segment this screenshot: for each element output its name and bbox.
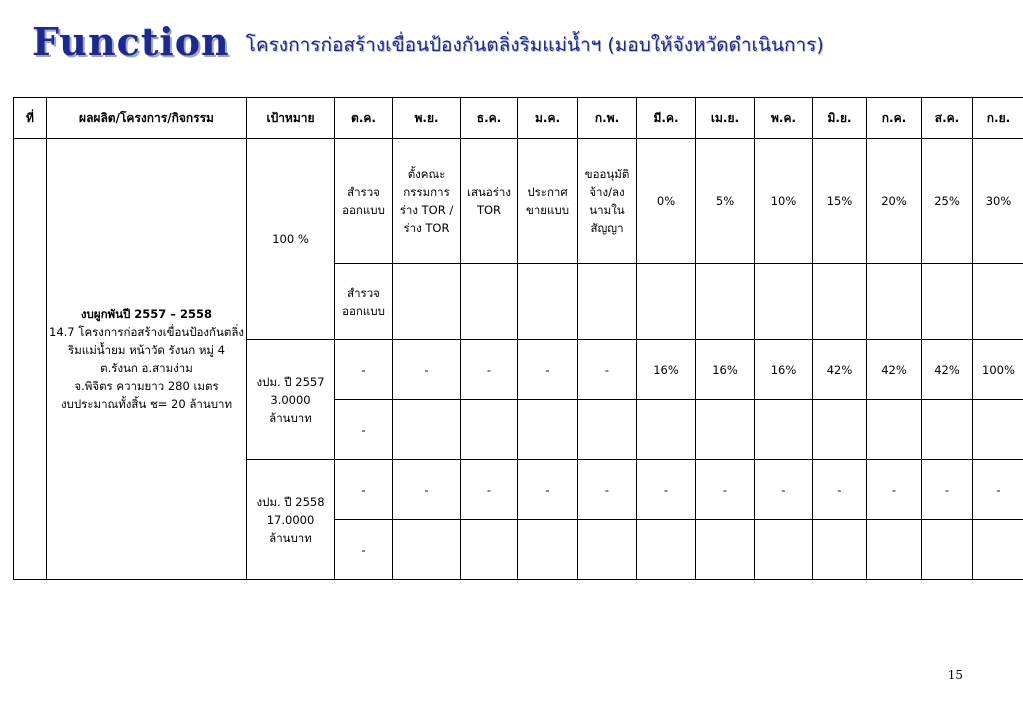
actual-cell xyxy=(867,520,922,580)
page-number: 15 xyxy=(947,668,963,682)
actual-cell xyxy=(922,264,973,340)
actual-cell xyxy=(518,520,578,580)
header-row xyxy=(14,98,1023,139)
plan-cell: - xyxy=(518,460,578,520)
actual-cell xyxy=(973,264,1023,340)
plan-cell: 20% xyxy=(867,139,922,264)
header-cell: ส.ค. xyxy=(922,98,973,139)
table-row xyxy=(14,139,1023,264)
project-line: 14.7 โครงการก่อสร้างเขื่อนป้องกันตลิ่งริมแม่น้ำยม หน้าวัด รังนก หมู่ 4 ต.รังนก อ.สามง่าม xyxy=(49,325,244,375)
actual-cell xyxy=(461,400,518,460)
actual-cell xyxy=(637,400,696,460)
actual-cell: สำรวจออกแบบ xyxy=(335,264,393,340)
plan-cell: 42% xyxy=(867,340,922,400)
header-cell: ที่ xyxy=(14,98,47,139)
plan-cell: - xyxy=(393,340,461,400)
plan-cell: 0% xyxy=(637,139,696,264)
plan-cell: - xyxy=(393,460,461,520)
plan-cell: 100% xyxy=(973,340,1023,400)
header-cell: มิ.ย. xyxy=(813,98,867,139)
plan-cell: 30% xyxy=(973,139,1023,264)
actual-cell xyxy=(755,264,813,340)
header-cell: เม.ย. xyxy=(696,98,755,139)
plan-cell: เสนอร่าง TOR xyxy=(461,139,518,264)
row-number-cell xyxy=(14,139,47,580)
plan-cell: - xyxy=(335,340,393,400)
actual-cell xyxy=(696,264,755,340)
header-cell: ก.ค. xyxy=(867,98,922,139)
header-cell: ต.ค. xyxy=(335,98,393,139)
header-cell: ก.ย. xyxy=(973,98,1023,139)
plan-cell: - xyxy=(696,460,755,520)
budget-2557-cell xyxy=(247,340,335,460)
header-cell: ธ.ค. xyxy=(461,98,518,139)
plan-cell: ตั้งคณะกรรมการร่าง TOR /ร่าง TOR xyxy=(393,139,461,264)
actual-cell xyxy=(578,520,637,580)
plan-cell: - xyxy=(755,460,813,520)
actual-cell xyxy=(867,264,922,340)
actual-cell xyxy=(867,400,922,460)
project-schedule-table xyxy=(13,97,1023,580)
header-cell: ผลผลิต/โครงการ/กิจกรรม xyxy=(47,98,247,139)
plan-cell: - xyxy=(922,460,973,520)
project-line: งบประมาณทั้งสิ้น ช= 20 ล้านบาท xyxy=(60,397,233,411)
actual-cell xyxy=(813,520,867,580)
actual-cell xyxy=(696,400,755,460)
actual-cell: - xyxy=(335,520,393,580)
actual-cell xyxy=(461,264,518,340)
actual-cell xyxy=(393,520,461,580)
actual-cell xyxy=(813,400,867,460)
header-cell: มี.ค. xyxy=(637,98,696,139)
header-cell: ม.ค. xyxy=(518,98,578,139)
actual-cell xyxy=(637,264,696,340)
actual-cell xyxy=(973,520,1023,580)
actual-cell xyxy=(755,400,813,460)
plan-cell: 5% xyxy=(696,139,755,264)
actual-cell xyxy=(461,520,518,580)
budget-unit: ล้านบาท xyxy=(269,410,312,425)
budget-label: งปม. ปี 2558 xyxy=(256,494,325,509)
budget-amount: 3.0000 xyxy=(270,392,311,407)
actual-cell: - xyxy=(335,400,393,460)
plan-cell: 16% xyxy=(637,340,696,400)
title-subtitle: โครงการก่อสร้างเขื่อนป้องกันตลิ่งริมแม่น้ำฯ (มอบให้จังหวัดดำเนินการ) xyxy=(245,34,824,56)
actual-cell xyxy=(755,520,813,580)
plan-cell: - xyxy=(813,460,867,520)
plan-cell: - xyxy=(335,460,393,520)
plan-cell: ขออนุมัติจ้าง/ลงนามในสัญญา xyxy=(578,139,637,264)
plan-cell: 16% xyxy=(696,340,755,400)
plan-cell: สำรวจออกแบบ xyxy=(335,139,393,264)
actual-cell xyxy=(518,400,578,460)
actual-cell xyxy=(578,400,637,460)
plan-cell: - xyxy=(578,460,637,520)
budget-label: งปม. ปี 2557 xyxy=(256,374,325,389)
slide-title xyxy=(32,12,824,64)
plan-cell: 25% xyxy=(922,139,973,264)
project-heading: งบผูกพันปี 2557 – 2558 xyxy=(80,307,213,321)
budget-2558-cell xyxy=(247,460,335,580)
actual-cell xyxy=(922,520,973,580)
plan-cell: - xyxy=(461,460,518,520)
header-cell: ก.พ. xyxy=(578,98,637,139)
plan-cell: - xyxy=(637,460,696,520)
plan-cell: ประกาศขายแบบ xyxy=(518,139,578,264)
actual-cell xyxy=(578,264,637,340)
plan-cell: 10% xyxy=(755,139,813,264)
header-cell: เป้าหมาย xyxy=(247,98,335,139)
header-cell: พ.ย. xyxy=(393,98,461,139)
actual-cell xyxy=(973,400,1023,460)
plan-cell: - xyxy=(578,340,637,400)
plan-cell: 15% xyxy=(813,139,867,264)
project-line: จ.พิจิตร ความยาว 280 เมตร xyxy=(74,379,219,393)
budget-amount: 17.0000 xyxy=(266,512,315,527)
header-cell: พ.ค. xyxy=(755,98,813,139)
budget-unit: ล้านบาท xyxy=(269,530,312,545)
actual-cell xyxy=(637,520,696,580)
actual-cell xyxy=(518,264,578,340)
plan-cell: - xyxy=(867,460,922,520)
actual-cell xyxy=(696,520,755,580)
plan-cell: - xyxy=(973,460,1023,520)
plan-cell: 42% xyxy=(813,340,867,400)
title-main: Function xyxy=(32,19,230,64)
plan-cell: 16% xyxy=(755,340,813,400)
actual-cell xyxy=(393,400,461,460)
plan-cell: 42% xyxy=(922,340,973,400)
project-description-cell xyxy=(47,139,247,580)
plan-cell: - xyxy=(518,340,578,400)
actual-cell xyxy=(922,400,973,460)
plan-cell: - xyxy=(461,340,518,400)
actual-cell xyxy=(393,264,461,340)
actual-cell xyxy=(813,264,867,340)
target-cell: 100 % xyxy=(247,139,335,340)
